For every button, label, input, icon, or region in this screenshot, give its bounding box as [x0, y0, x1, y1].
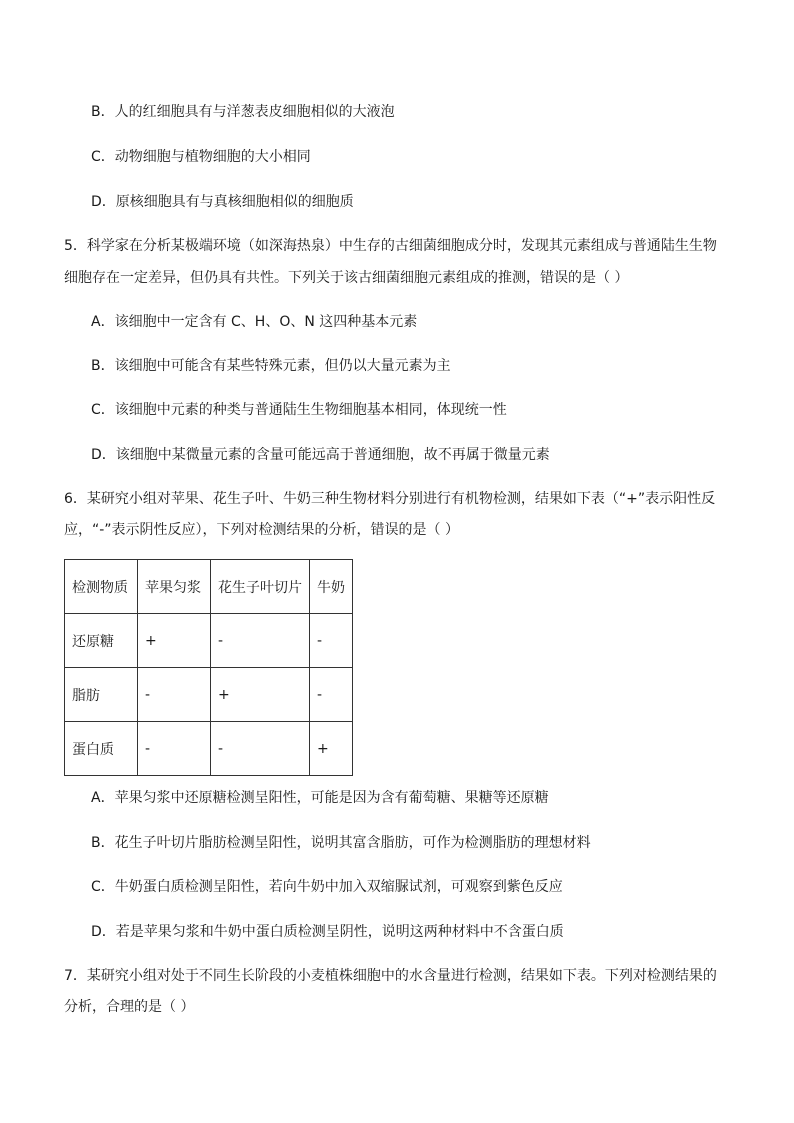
table-header-cell: 苹果匀浆: [138, 560, 211, 614]
table-header-row: [65, 560, 353, 614]
table-cell: -: [211, 614, 310, 668]
q5-option-a: A．该细胞中一定含有 C、H、O、N 这四种基本元素: [91, 314, 418, 330]
q6-results-table: [64, 559, 353, 776]
table-cell: -: [310, 668, 353, 722]
table-header-cell: 牛奶: [310, 560, 353, 614]
q6-option-c: C．牛奶蛋白质检测呈阳性，若向牛奶中加入双缩脲试剂，可观察到紫色反应: [91, 879, 563, 895]
table-row: [65, 722, 353, 776]
q5-stem-line-2: 细胞存在一定差异，但仍具有共性。下列关于该古细菌细胞元素组成的推测，错误的是（ ）: [64, 270, 629, 286]
table-row: [65, 614, 353, 668]
q5-stem-line-1: 5．科学家在分析某极端环境（如深海热泉）中生存的古细菌细胞成分时，发现其元素组成与普通陆生生物: [64, 238, 717, 254]
q6-option-b: B．花生子叶切片脂肪检测呈阳性，说明其富含脂肪，可作为检测脂肪的理想材料: [91, 835, 591, 851]
table-cell: -: [310, 614, 353, 668]
q5-option-b: B．该细胞中可能含有某些特殊元素，但仍以大量元素为主: [91, 358, 451, 374]
q6-stem-line-1: 6．某研究小组对苹果、花生子叶、牛奶三种生物材料分别进行有机物检测，结果如下表（“+”表示阳性反: [64, 491, 716, 507]
table-header-cell: 检测物质: [65, 560, 138, 614]
q4-option-d: D．原核细胞具有与真核细胞相似的细胞质: [91, 194, 354, 210]
table-cell: +: [310, 722, 353, 776]
table-cell: 还原糖: [65, 614, 138, 668]
q7-stem-line-2: 分析，合理的是（ ）: [64, 999, 195, 1015]
q5-option-d: D．该细胞中某微量元素的含量可能远高于普通细胞，故不再属于微量元素: [91, 447, 550, 463]
table-cell: -: [211, 722, 310, 776]
table-cell: 脂肪: [65, 668, 138, 722]
q6-stem-line-2: 应，“-”表示阴性反应），下列对检测结果的分析，错误的是（ ）: [64, 522, 460, 538]
table-cell: +: [211, 668, 310, 722]
q5-option-c: C．该细胞中元素的种类与普通陆生生物细胞基本相同，体现统一性: [91, 402, 507, 418]
table-cell: -: [138, 668, 211, 722]
table-cell: +: [138, 614, 211, 668]
q6-option-a: A．苹果匀浆中还原糖检测呈阳性，可能是因为含有葡萄糖、果糖等还原糖: [91, 790, 549, 806]
q4-option-c: C．动物细胞与植物细胞的大小相同: [91, 149, 311, 165]
table-header-cell: 花生子叶切片: [211, 560, 310, 614]
table-row: [65, 668, 353, 722]
q7-stem-line-1: 7．某研究小组对处于不同生长阶段的小麦植株细胞中的水含量进行检测，结果如下表。下列对检测结果的: [64, 968, 717, 984]
q4-option-b: B．人的红细胞具有与洋葱表皮细胞相似的大液泡: [91, 104, 395, 120]
table-cell: 蛋白质: [65, 722, 138, 776]
q6-option-d: D．若是苹果匀浆和牛奶中蛋白质检测呈阴性，说明这两种材料中不含蛋白质: [91, 924, 564, 940]
table-cell: -: [138, 722, 211, 776]
